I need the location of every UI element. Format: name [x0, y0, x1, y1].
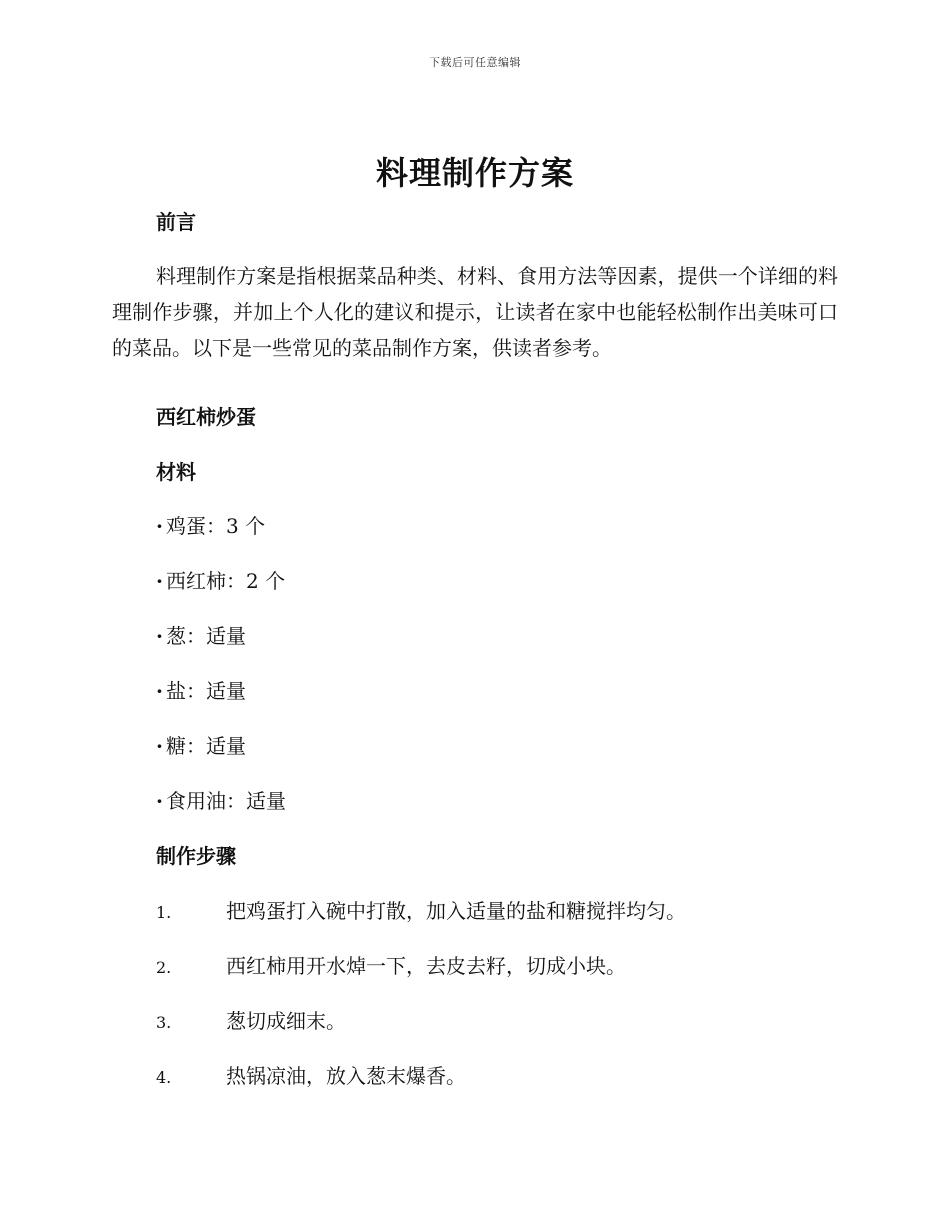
step-number: 3.: [156, 1013, 172, 1032]
bullet-icon: ·: [156, 734, 163, 758]
ingredients-heading: 材料: [156, 460, 196, 484]
preface-paragraph: 料理制作方案是指根据菜品种类、材料、食用方法等因素，提供一个详细的料理制作步骤，并加上个人化的建议和提示，让读者在家中也能轻松制作出美味可口的菜品。以下是一些常见的菜品制作方案，供读者参考。: [112, 264, 838, 360]
step-number: 2.: [156, 958, 172, 977]
ingredient-item: [156, 565, 285, 594]
bullet-icon: ·: [156, 789, 163, 813]
ingredient-item: [156, 785, 286, 814]
bullet-icon: ·: [156, 569, 163, 593]
header-note: 下载后可任意编辑: [429, 56, 521, 69]
document-title: 料理制作方案: [375, 154, 574, 192]
ingredient-text: 盐：适量: [166, 679, 246, 703]
steps-heading: 制作步骤: [156, 844, 236, 868]
ingredient-text: 糖：适量: [166, 734, 246, 758]
ingredient-item: [156, 510, 265, 539]
step-text: 葱切成细末。: [226, 1009, 346, 1033]
step-text: 把鸡蛋打入碗中打散，加入适量的盐和糖搅拌均匀。: [226, 899, 686, 923]
ingredient-text: 鸡蛋：3 个: [166, 514, 266, 538]
step-item: [156, 1005, 836, 1034]
step-text: 热锅凉油，放入葱末爆香。: [226, 1064, 466, 1088]
step-item: [156, 1060, 836, 1089]
step-item: [156, 950, 836, 979]
ingredient-text: 葱：适量: [166, 624, 246, 648]
ingredient-item: [156, 675, 246, 704]
ingredient-item: [156, 620, 246, 649]
ingredient-text: 西红柿：2 个: [166, 569, 286, 593]
preface-heading: 前言: [156, 210, 196, 234]
ingredient-text: 食用油：适量: [166, 789, 286, 813]
recipe-name: 西红柿炒蛋: [156, 405, 256, 429]
ingredient-item: [156, 730, 246, 759]
bullet-icon: ·: [156, 624, 163, 648]
bullet-icon: ·: [156, 679, 163, 703]
step-text: 西红柿用开水焯一下，去皮去籽，切成小块。: [226, 954, 626, 978]
bullet-icon: ·: [156, 514, 163, 538]
step-item: [156, 895, 836, 924]
step-number: 4.: [156, 1068, 172, 1087]
step-number: 1.: [156, 903, 172, 922]
